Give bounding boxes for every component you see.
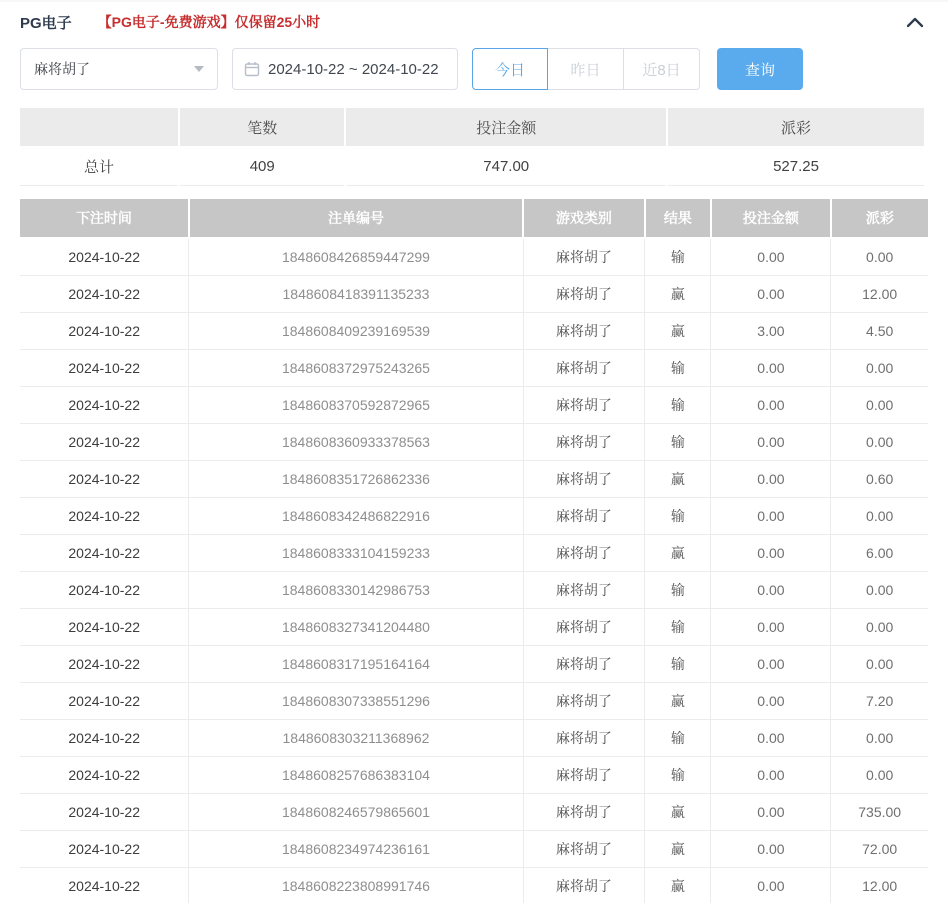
bet-time-cell: 2024-10-22 bbox=[20, 793, 189, 830]
col-bet-id: 注单编号 bbox=[189, 199, 523, 238]
bet-id-cell: 1848608372975243265 bbox=[189, 349, 523, 386]
bet-time-cell: 2024-10-22 bbox=[20, 719, 189, 756]
bet-amount-cell: 0.00 bbox=[711, 497, 831, 534]
bet-amount-cell: 0.00 bbox=[711, 275, 831, 312]
game-type-cell: 麻将胡了 bbox=[523, 571, 645, 608]
collapse-panel-button[interactable] bbox=[902, 11, 928, 33]
bet-id-cell: 1848608234974236161 bbox=[189, 830, 523, 867]
quick-range-group bbox=[472, 48, 700, 90]
bet-id-cell: 1848608257686383104 bbox=[189, 756, 523, 793]
payout-cell: 6.00 bbox=[831, 534, 928, 571]
table-row bbox=[20, 386, 928, 423]
bet-amount-cell: 0.00 bbox=[711, 349, 831, 386]
result-cell: 赢 bbox=[645, 534, 711, 571]
caret-down-icon bbox=[194, 66, 204, 72]
game-type-cell: 麻将胡了 bbox=[523, 534, 645, 571]
filter-bar bbox=[0, 48, 948, 90]
result-cell: 输 bbox=[645, 423, 711, 460]
game-type-cell: 麻将胡了 bbox=[523, 756, 645, 793]
payout-cell: 0.00 bbox=[831, 608, 928, 645]
result-cell: 赢 bbox=[645, 460, 711, 497]
result-cell: 赢 bbox=[645, 312, 711, 349]
bet-time-cell: 2024-10-22 bbox=[20, 608, 189, 645]
col-payout: 派彩 bbox=[831, 199, 928, 238]
bet-id-cell: 1848608409239169539 bbox=[189, 312, 523, 349]
page-title: PG电子 bbox=[20, 14, 72, 32]
bet-id-cell: 1848608351726862336 bbox=[189, 460, 523, 497]
bet-id-cell: 1848608342486822916 bbox=[189, 497, 523, 534]
summary-total-payout: 527.25 bbox=[668, 148, 924, 186]
table-row bbox=[20, 571, 928, 608]
result-cell: 输 bbox=[645, 645, 711, 682]
bet-id-cell: 1848608370592872965 bbox=[189, 386, 523, 423]
bet-id-cell: 1848608330142986753 bbox=[189, 571, 523, 608]
bet-amount-cell: 0.00 bbox=[711, 571, 831, 608]
bet-amount-cell: 0.00 bbox=[711, 238, 831, 275]
col-result: 结果 bbox=[645, 199, 711, 238]
result-cell: 赢 bbox=[645, 275, 711, 312]
game-type-cell: 麻将胡了 bbox=[523, 645, 645, 682]
summary-total-row bbox=[20, 148, 924, 186]
result-cell: 输 bbox=[645, 719, 711, 756]
game-type-cell: 麻将胡了 bbox=[523, 830, 645, 867]
result-cell: 赢 bbox=[645, 682, 711, 719]
payout-cell: 0.00 bbox=[831, 349, 928, 386]
result-cell: 输 bbox=[645, 238, 711, 275]
table-row bbox=[20, 497, 928, 534]
result-cell: 输 bbox=[645, 349, 711, 386]
table-row bbox=[20, 608, 928, 645]
payout-cell: 0.00 bbox=[831, 756, 928, 793]
bet-time-cell: 2024-10-22 bbox=[20, 756, 189, 793]
bet-amount-cell: 0.00 bbox=[711, 423, 831, 460]
table-row bbox=[20, 275, 928, 312]
bet-id-cell: 1848608317195164164 bbox=[189, 645, 523, 682]
bet-amount-cell: 0.00 bbox=[711, 460, 831, 497]
records-table bbox=[20, 199, 928, 903]
bet-time-cell: 2024-10-22 bbox=[20, 460, 189, 497]
bet-time-cell: 2024-10-22 bbox=[20, 534, 189, 571]
payout-cell: 7.20 bbox=[831, 682, 928, 719]
game-type-cell: 麻将胡了 bbox=[523, 867, 645, 903]
bet-amount-cell: 0.00 bbox=[711, 645, 831, 682]
payout-cell: 12.00 bbox=[831, 867, 928, 903]
summary-col-empty bbox=[20, 108, 178, 146]
bet-id-cell: 1848608246579865601 bbox=[189, 793, 523, 830]
retention-notice: 【PG电子-免费游戏】仅保留25小时 bbox=[97, 14, 321, 30]
summary-table bbox=[18, 106, 926, 188]
bet-id-cell: 1848608307338551296 bbox=[189, 682, 523, 719]
bet-amount-cell: 0.00 bbox=[711, 830, 831, 867]
bet-time-cell: 2024-10-22 bbox=[20, 275, 189, 312]
yesterday-button[interactable]: 昨日 bbox=[548, 48, 624, 90]
bet-time-cell: 2024-10-22 bbox=[20, 312, 189, 349]
payout-cell: 0.00 bbox=[831, 497, 928, 534]
table-row bbox=[20, 645, 928, 682]
game-type-cell: 麻将胡了 bbox=[523, 238, 645, 275]
result-cell: 赢 bbox=[645, 793, 711, 830]
summary-col-bet-amount: 投注金额 bbox=[346, 108, 666, 146]
table-row bbox=[20, 682, 928, 719]
payout-cell: 0.00 bbox=[831, 645, 928, 682]
date-range-picker[interactable] bbox=[232, 48, 458, 90]
payout-cell: 0.00 bbox=[831, 423, 928, 460]
bet-time-cell: 2024-10-22 bbox=[20, 867, 189, 903]
table-row bbox=[20, 830, 928, 867]
table-row bbox=[20, 312, 928, 349]
table-row bbox=[20, 756, 928, 793]
bet-time-cell: 2024-10-22 bbox=[20, 645, 189, 682]
bet-id-cell: 1848608327341204480 bbox=[189, 608, 523, 645]
game-type-cell: 麻将胡了 bbox=[523, 386, 645, 423]
bet-id-cell: 1848608360933378563 bbox=[189, 423, 523, 460]
bet-amount-cell: 0.00 bbox=[711, 534, 831, 571]
bet-amount-cell: 0.00 bbox=[711, 719, 831, 756]
payout-cell: 72.00 bbox=[831, 830, 928, 867]
game-type-cell: 麻将胡了 bbox=[523, 423, 645, 460]
game-type-cell: 麻将胡了 bbox=[523, 275, 645, 312]
bet-id-cell: 1848608303211368962 bbox=[189, 719, 523, 756]
game-type-cell: 麻将胡了 bbox=[523, 349, 645, 386]
summary-total-label: 总计 bbox=[20, 148, 178, 186]
game-type-cell: 麻将胡了 bbox=[523, 682, 645, 719]
table-row bbox=[20, 238, 928, 275]
result-cell: 输 bbox=[645, 608, 711, 645]
bet-id-cell: 1848608333104159233 bbox=[189, 534, 523, 571]
bet-id-cell: 1848608426859447299 bbox=[189, 238, 523, 275]
payout-cell: 0.00 bbox=[831, 238, 928, 275]
records-body bbox=[20, 238, 928, 903]
game-type-cell: 麻将胡了 bbox=[523, 793, 645, 830]
summary-col-count: 笔数 bbox=[180, 108, 344, 146]
summary-section bbox=[0, 106, 948, 188]
result-cell: 输 bbox=[645, 756, 711, 793]
payout-cell: 0.60 bbox=[831, 460, 928, 497]
col-bet-time: 下注时间 bbox=[20, 199, 189, 238]
result-cell: 输 bbox=[645, 497, 711, 534]
table-row bbox=[20, 719, 928, 756]
bet-amount-cell: 0.00 bbox=[711, 682, 831, 719]
bet-id-cell: 1848608418391135233 bbox=[189, 275, 523, 312]
panel-header bbox=[0, 2, 948, 33]
bet-time-cell: 2024-10-22 bbox=[20, 238, 189, 275]
table-row bbox=[20, 423, 928, 460]
game-type-cell: 麻将胡了 bbox=[523, 460, 645, 497]
payout-cell: 4.50 bbox=[831, 312, 928, 349]
chevron-up-icon bbox=[905, 15, 925, 29]
game-type-select[interactable] bbox=[20, 48, 218, 90]
bet-time-cell: 2024-10-22 bbox=[20, 423, 189, 460]
table-row bbox=[20, 349, 928, 386]
bet-time-cell: 2024-10-22 bbox=[20, 682, 189, 719]
payout-cell: 0.00 bbox=[831, 386, 928, 423]
col-game-type: 游戏类别 bbox=[523, 199, 645, 238]
records-header-row bbox=[20, 199, 928, 238]
records-section bbox=[0, 199, 948, 903]
bet-time-cell: 2024-10-22 bbox=[20, 349, 189, 386]
payout-cell: 0.00 bbox=[831, 719, 928, 756]
bet-amount-cell: 0.00 bbox=[711, 793, 831, 830]
game-type-cell: 麻将胡了 bbox=[523, 312, 645, 349]
game-type-select-value: 麻将胡了 bbox=[34, 61, 90, 77]
table-row bbox=[20, 867, 928, 903]
table-row bbox=[20, 460, 928, 497]
result-cell: 输 bbox=[645, 571, 711, 608]
summary-col-payout: 派彩 bbox=[668, 108, 924, 146]
table-row bbox=[20, 793, 928, 830]
bet-time-cell: 2024-10-22 bbox=[20, 386, 189, 423]
bet-amount-cell: 3.00 bbox=[711, 312, 831, 349]
bet-time-cell: 2024-10-22 bbox=[20, 497, 189, 534]
payout-cell: 12.00 bbox=[831, 275, 928, 312]
calendar-icon bbox=[244, 61, 260, 77]
result-cell: 输 bbox=[645, 386, 711, 423]
result-cell: 赢 bbox=[645, 867, 711, 903]
summary-total-count: 409 bbox=[180, 148, 344, 186]
bet-amount-cell: 0.00 bbox=[711, 386, 831, 423]
result-cell: 赢 bbox=[645, 830, 711, 867]
summary-header-row bbox=[20, 108, 924, 146]
bet-time-cell: 2024-10-22 bbox=[20, 830, 189, 867]
search-button[interactable]: 查询 bbox=[717, 48, 803, 90]
game-type-cell: 麻将胡了 bbox=[523, 497, 645, 534]
bet-amount-cell: 0.00 bbox=[711, 608, 831, 645]
today-button[interactable]: 今日 bbox=[472, 48, 548, 90]
summary-total-bet-amount: 747.00 bbox=[346, 148, 666, 186]
bet-time-cell: 2024-10-22 bbox=[20, 571, 189, 608]
game-type-cell: 麻将胡了 bbox=[523, 608, 645, 645]
last8days-button[interactable]: 近8日 bbox=[624, 48, 700, 90]
table-row bbox=[20, 534, 928, 571]
date-range-value: 2024-10-22 ~ 2024-10-22 bbox=[268, 60, 439, 78]
payout-cell: 0.00 bbox=[831, 571, 928, 608]
col-bet-amount: 投注金额 bbox=[711, 199, 831, 238]
bet-amount-cell: 0.00 bbox=[711, 756, 831, 793]
bet-amount-cell: 0.00 bbox=[711, 867, 831, 903]
bet-id-cell: 1848608223808991746 bbox=[189, 867, 523, 903]
payout-cell: 735.00 bbox=[831, 793, 928, 830]
game-type-cell: 麻将胡了 bbox=[523, 719, 645, 756]
